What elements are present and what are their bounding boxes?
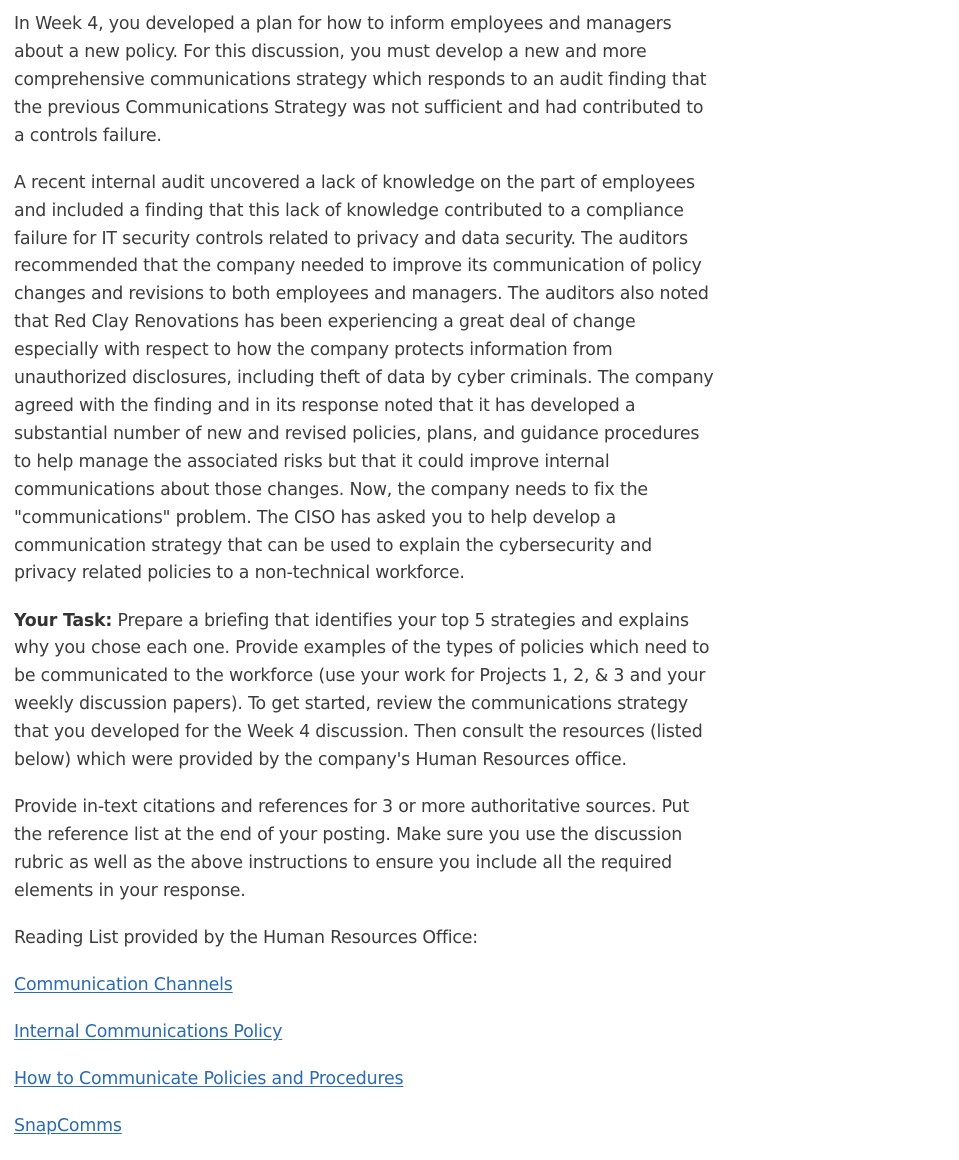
task-text: Prepare a briefing that identifies your top 5 strategies and explains why you chose each one. Provide examples of the types of policies which need to be communicated to the workforce (use your work for Projects 1, 2, & 3 and your weekly discussion papers). To get started, review the communications strategy that you developed for the Week 4 discussion. Then consult the resources (listed below) which were provided by the company's Human Resources office. — [14, 610, 710, 771]
how-to-communicate-policies-link[interactable]: How to Communicate Policies and Procedures — [14, 1069, 404, 1090]
reading-list-heading: Reading List provided by the Human Resources Office: — [14, 927, 478, 948]
link-item-how-to-communicate — [14, 1066, 719, 1094]
internal-communications-policy-link[interactable]: Internal Communications Policy — [14, 1022, 283, 1043]
audit-paragraph: A recent internal audit uncovered a lack of knowledge on the part of employees and included a finding that this lack of knowledge contributed to a compliance failure for IT security controls related to privacy and data security. The auditors recommended that the company needed to improve its communication of policy changes and revisions to both employees and managers. The auditors also noted that Red Clay Renovations has been experiencing a great deal of change especially with respect to how the company protects information from unauthorized disclosures, including theft of data by cyber criminals. The company agreed with the finding and in its response noted that it has developed a substantial number of new and revised policies, plans, and guidance procedures to help manage the associated risks but that it could improve internal communications about those changes. Now, the company needs to fix the "communications" problem. The CISO has asked you to help develop a communication strategy that can be used to explain the cybersecurity and privacy related policies to a non-technical workforce. — [14, 172, 714, 584]
snapcomms-link[interactable]: SnapComms — [14, 1116, 122, 1137]
task-paragraph — [14, 608, 719, 775]
link-item-internal-communications-policy — [14, 1019, 719, 1047]
link-item-snapcomms — [14, 1113, 719, 1141]
link-item-communication-channels — [14, 972, 719, 1000]
task-label: Your Task: — [14, 610, 113, 631]
communication-channels-link[interactable]: Communication Channels — [14, 975, 233, 996]
intro-paragraph: In Week 4, you developed a plan for how to inform employees and managers about a new policy. For this discussion, you must develop a new and more comprehensive communications strategy which responds to an audit finding that the previous Communications Strategy was not sufficient and had contributed to a controls failure. — [14, 14, 707, 146]
citations-paragraph: Provide in-text citations and references for 3 or more authoritative sources. Put the reference list at the end of your posting. Make sure you use the discussion rubric as well as the above instructions to ensure you include all the required elements in your response. — [14, 797, 689, 901]
assignment-body — [14, 11, 719, 1160]
